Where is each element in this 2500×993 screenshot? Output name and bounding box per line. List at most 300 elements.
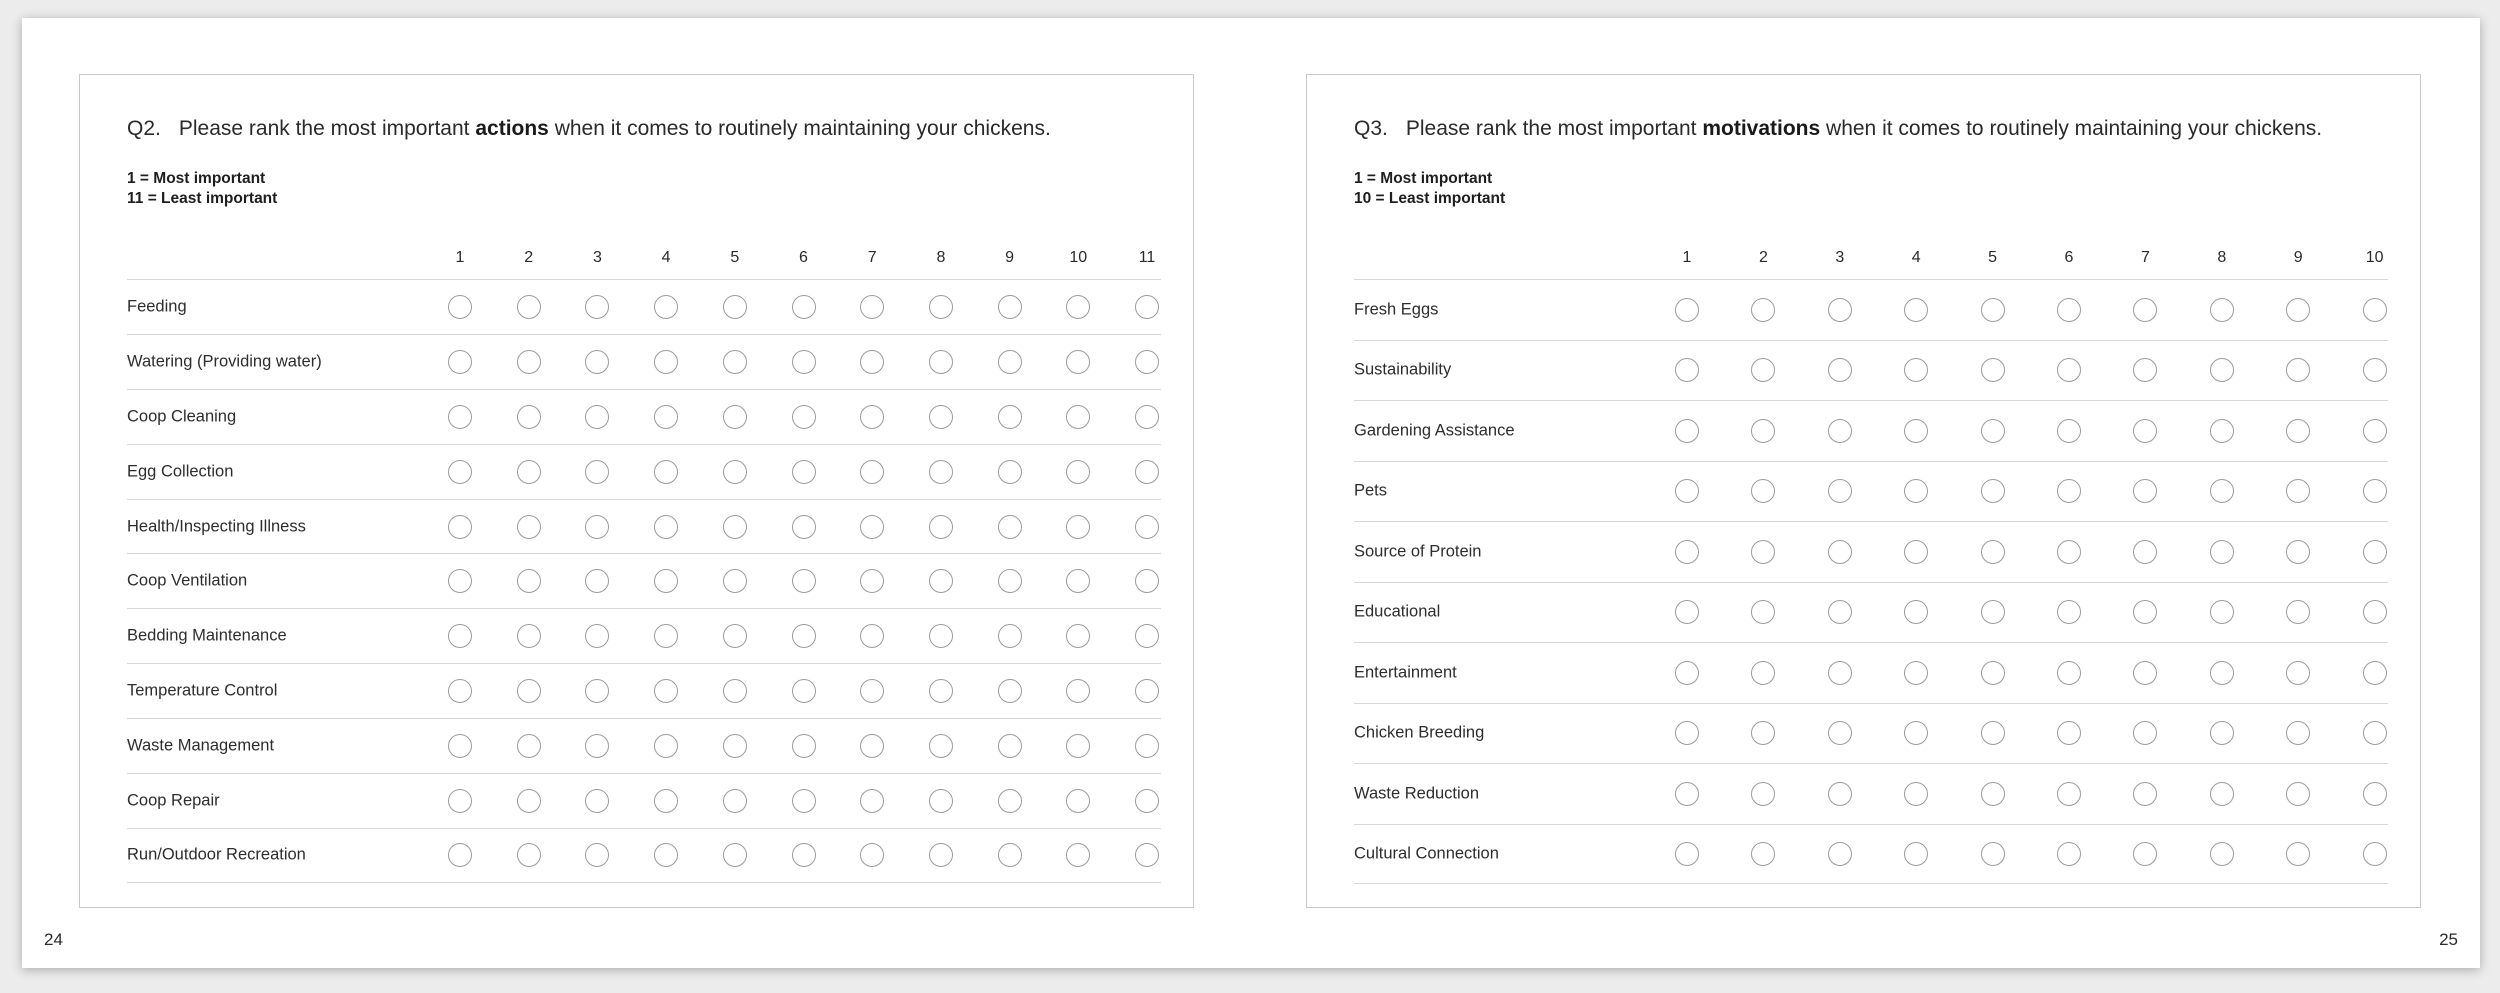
rank-radio[interactable] xyxy=(2286,358,2310,382)
row-label: Sustainability xyxy=(1354,360,1452,379)
q2-panel xyxy=(79,74,1194,908)
rank-radio[interactable] xyxy=(585,460,609,484)
rank-radio[interactable] xyxy=(2286,661,2310,685)
rank-radio[interactable] xyxy=(2210,358,2234,382)
rank-radio[interactable] xyxy=(1751,298,1775,322)
rank-radio[interactable] xyxy=(1751,782,1775,806)
rank-radio[interactable] xyxy=(1135,734,1159,758)
rank-radio[interactable] xyxy=(860,843,884,867)
table-row xyxy=(127,334,1161,389)
table-row xyxy=(127,444,1161,499)
q2-suffix: when it comes to routinely maintaining your chickens. xyxy=(548,117,1051,140)
rank-radio[interactable] xyxy=(1135,350,1159,374)
rank-radio[interactable] xyxy=(448,405,472,429)
rank-radio[interactable] xyxy=(1675,600,1699,624)
rank-radio[interactable] xyxy=(448,569,472,593)
table-row xyxy=(1354,703,2388,764)
rank-radio[interactable] xyxy=(998,350,1022,374)
rank-radio[interactable] xyxy=(654,460,678,484)
q3-panel xyxy=(1306,74,2421,908)
rank-radio[interactable] xyxy=(1066,350,1090,374)
row-label: Fresh Eggs xyxy=(1354,300,1439,319)
rank-radio[interactable] xyxy=(1675,419,1699,443)
rank-radio[interactable] xyxy=(2133,298,2157,322)
rank-column-label: 9 xyxy=(2293,249,2303,266)
rank-radio[interactable] xyxy=(998,789,1022,813)
rank-radio[interactable] xyxy=(2286,842,2310,866)
rank-radio[interactable] xyxy=(860,295,884,319)
rank-radio[interactable] xyxy=(723,460,747,484)
rank-radio[interactable] xyxy=(860,350,884,374)
rank-radio[interactable] xyxy=(929,515,953,539)
rank-radio[interactable] xyxy=(1981,842,2005,866)
rank-radio[interactable] xyxy=(448,624,472,648)
q2-prefix: Please rank the most important xyxy=(178,117,476,140)
row-label: Cultural Connection xyxy=(1354,844,1499,863)
rank-radio[interactable] xyxy=(654,734,678,758)
rank-radio[interactable] xyxy=(1828,298,1852,322)
table-row xyxy=(127,608,1161,663)
table-row xyxy=(127,499,1161,554)
rank-radio[interactable] xyxy=(448,350,472,374)
q2-legend-most: 1 = Most important xyxy=(127,170,266,187)
table-row xyxy=(1354,521,2388,582)
rank-radio[interactable] xyxy=(1675,298,1699,322)
rank-radio[interactable] xyxy=(1904,540,1928,564)
rank-radio[interactable] xyxy=(517,789,541,813)
rank-radio[interactable] xyxy=(1981,479,2005,503)
rank-radio[interactable] xyxy=(929,624,953,648)
rank-radio[interactable] xyxy=(1135,789,1159,813)
rank-radio[interactable] xyxy=(2210,600,2234,624)
rank-radio[interactable] xyxy=(860,734,884,758)
rank-radio[interactable] xyxy=(929,350,953,374)
row-label: Health/Inspecting Illness xyxy=(127,517,306,535)
page-number-right: 25 xyxy=(2439,930,2458,949)
rank-radio[interactable] xyxy=(585,515,609,539)
rank-radio[interactable] xyxy=(2363,842,2387,866)
rank-radio[interactable] xyxy=(860,460,884,484)
rank-radio[interactable] xyxy=(2363,661,2387,685)
rank-radio[interactable] xyxy=(1751,721,1775,745)
rank-radio[interactable] xyxy=(860,405,884,429)
rank-column-label: 1 xyxy=(455,249,465,266)
rank-radio[interactable] xyxy=(517,295,541,319)
row-label: Watering (Providing water) xyxy=(127,352,322,371)
row-label: Bedding Maintenance xyxy=(127,626,287,645)
rank-radio[interactable] xyxy=(517,843,541,867)
rank-radio[interactable] xyxy=(1066,515,1090,539)
rank-radio[interactable] xyxy=(1904,358,1928,382)
rank-radio[interactable] xyxy=(448,843,472,867)
rank-column-label: 4 xyxy=(661,249,671,266)
rank-radio[interactable] xyxy=(2210,479,2234,503)
rank-radio[interactable] xyxy=(448,515,472,539)
rank-radio[interactable] xyxy=(1066,405,1090,429)
rank-radio[interactable] xyxy=(448,679,472,703)
rank-radio[interactable] xyxy=(517,350,541,374)
row-label: Coop Cleaning xyxy=(127,407,237,426)
q3-suffix: when it comes to routinely maintaining your chickens. xyxy=(1820,117,2323,140)
row-label: Feeding xyxy=(127,297,187,316)
rank-radio[interactable] xyxy=(2057,358,2081,382)
rank-radio[interactable] xyxy=(654,843,678,867)
row-label: Entertainment xyxy=(1354,663,1457,682)
rank-radio[interactable] xyxy=(723,405,747,429)
rank-radio[interactable] xyxy=(517,569,541,593)
rank-radio[interactable] xyxy=(792,789,816,813)
rank-radio[interactable] xyxy=(998,569,1022,593)
row-label: Gardening Assistance xyxy=(1354,421,1515,440)
rank-radio[interactable] xyxy=(929,405,953,429)
rank-radio[interactable] xyxy=(517,734,541,758)
rank-radio[interactable] xyxy=(1981,782,2005,806)
rank-radio[interactable] xyxy=(792,569,816,593)
rank-radio[interactable] xyxy=(2133,661,2157,685)
table-row xyxy=(1354,340,2388,401)
rank-radio[interactable] xyxy=(1904,419,1928,443)
rank-radio[interactable] xyxy=(1066,734,1090,758)
row-label: Source of Protein xyxy=(1354,542,1482,561)
rank-radio[interactable] xyxy=(2286,419,2310,443)
rank-radio[interactable] xyxy=(1904,600,1928,624)
rank-radio[interactable] xyxy=(1981,298,2005,322)
q2-column-header xyxy=(127,241,1161,279)
rank-column-label: 5 xyxy=(730,249,740,266)
rank-radio[interactable] xyxy=(2057,842,2081,866)
rank-radio[interactable] xyxy=(585,295,609,319)
table-row xyxy=(127,773,1161,828)
rank-radio[interactable] xyxy=(585,405,609,429)
rank-radio[interactable] xyxy=(998,405,1022,429)
rank-radio[interactable] xyxy=(1904,661,1928,685)
rank-radio[interactable] xyxy=(448,734,472,758)
rank-radio[interactable] xyxy=(723,569,747,593)
rank-radio[interactable] xyxy=(1135,405,1159,429)
rank-radio[interactable] xyxy=(998,624,1022,648)
rank-radio[interactable] xyxy=(792,405,816,429)
rank-radio[interactable] xyxy=(517,515,541,539)
rank-radio[interactable] xyxy=(1904,298,1928,322)
rank-radio[interactable] xyxy=(1066,460,1090,484)
q2-ranking-grid xyxy=(127,241,1161,883)
rank-radio[interactable] xyxy=(517,624,541,648)
q2-number: Q2. xyxy=(127,117,161,140)
rank-radio[interactable] xyxy=(1904,479,1928,503)
rank-radio[interactable] xyxy=(2057,298,2081,322)
rank-radio[interactable] xyxy=(792,295,816,319)
rank-radio[interactable] xyxy=(1675,721,1699,745)
rank-radio[interactable] xyxy=(2286,540,2310,564)
page-number-left: 24 xyxy=(44,930,63,949)
rank-radio[interactable] xyxy=(448,789,472,813)
row-label: Temperature Control xyxy=(127,681,278,700)
rank-radio[interactable] xyxy=(1828,842,1852,866)
rank-radio[interactable] xyxy=(860,679,884,703)
rank-radio[interactable] xyxy=(723,515,747,539)
q3-column-header xyxy=(1354,241,2388,279)
rank-radio[interactable] xyxy=(2133,479,2157,503)
rank-radio[interactable] xyxy=(792,624,816,648)
rank-radio[interactable] xyxy=(723,789,747,813)
rank-radio[interactable] xyxy=(1066,679,1090,703)
row-label: Waste Management xyxy=(127,736,275,755)
q2-legend xyxy=(127,169,277,209)
q3-question xyxy=(1354,117,2322,141)
rank-radio[interactable] xyxy=(2210,298,2234,322)
rank-radio[interactable] xyxy=(1675,782,1699,806)
rank-radio[interactable] xyxy=(723,295,747,319)
rank-radio[interactable] xyxy=(1066,843,1090,867)
rank-radio[interactable] xyxy=(2133,540,2157,564)
row-label: Egg Collection xyxy=(127,462,234,481)
rank-radio[interactable] xyxy=(517,405,541,429)
table-row xyxy=(1354,642,2388,703)
rank-radio[interactable] xyxy=(723,350,747,374)
rank-radio[interactable] xyxy=(2363,600,2387,624)
rank-radio[interactable] xyxy=(585,734,609,758)
rank-radio[interactable] xyxy=(929,460,953,484)
rank-radio[interactable] xyxy=(2210,419,2234,443)
rank-radio[interactable] xyxy=(585,569,609,593)
q3-legend-least: 10 = Least important xyxy=(1354,190,1506,207)
rank-radio[interactable] xyxy=(654,405,678,429)
rank-radio[interactable] xyxy=(2133,419,2157,443)
rank-radio[interactable] xyxy=(2210,540,2234,564)
rank-radio[interactable] xyxy=(2363,298,2387,322)
rank-radio[interactable] xyxy=(723,734,747,758)
rank-radio[interactable] xyxy=(585,350,609,374)
rank-radio[interactable] xyxy=(860,789,884,813)
rank-radio[interactable] xyxy=(654,350,678,374)
rank-column-label: 9 xyxy=(1005,249,1015,266)
rank-column-label: 3 xyxy=(592,249,602,266)
row-label: Chicken Breeding xyxy=(1354,723,1485,742)
rank-radio[interactable] xyxy=(2133,842,2157,866)
rank-radio[interactable] xyxy=(1066,295,1090,319)
rank-radio[interactable] xyxy=(2133,782,2157,806)
rank-radio[interactable] xyxy=(998,515,1022,539)
row-label: Coop Ventilation xyxy=(127,571,248,590)
rank-radio[interactable] xyxy=(2057,661,2081,685)
rank-radio[interactable] xyxy=(1981,661,2005,685)
rank-radio[interactable] xyxy=(1135,515,1159,539)
rank-radio[interactable] xyxy=(2057,540,2081,564)
rank-radio[interactable] xyxy=(585,843,609,867)
rank-radio[interactable] xyxy=(1981,600,2005,624)
table-row xyxy=(1354,824,2388,885)
q3-legend xyxy=(1354,169,1505,209)
rank-radio[interactable] xyxy=(448,295,472,319)
rank-radio[interactable] xyxy=(1675,842,1699,866)
rank-radio[interactable] xyxy=(1828,419,1852,443)
rank-radio[interactable] xyxy=(929,569,953,593)
rank-radio[interactable] xyxy=(998,460,1022,484)
rank-radio[interactable] xyxy=(654,789,678,813)
rank-radio[interactable] xyxy=(929,843,953,867)
rank-radio[interactable] xyxy=(2133,358,2157,382)
rank-column-label: 6 xyxy=(799,249,808,266)
rank-radio[interactable] xyxy=(2057,782,2081,806)
rank-radio[interactable] xyxy=(517,679,541,703)
table-row xyxy=(1354,582,2388,643)
rank-radio[interactable] xyxy=(1751,419,1775,443)
rank-radio[interactable] xyxy=(448,460,472,484)
rank-radio[interactable] xyxy=(2057,721,2081,745)
rank-radio[interactable] xyxy=(2057,600,2081,624)
rank-radio[interactable] xyxy=(1751,540,1775,564)
rank-radio[interactable] xyxy=(998,679,1022,703)
rank-column-label: 5 xyxy=(1988,249,1998,266)
rank-radio[interactable] xyxy=(1904,721,1928,745)
q2-question xyxy=(127,117,1051,141)
rank-radio[interactable] xyxy=(2210,661,2234,685)
rank-radio[interactable] xyxy=(2210,721,2234,745)
rank-radio[interactable] xyxy=(2286,600,2310,624)
rank-radio[interactable] xyxy=(723,624,747,648)
rank-radio[interactable] xyxy=(1828,540,1852,564)
rank-radio[interactable] xyxy=(1751,479,1775,503)
q3-ranking-grid xyxy=(1354,241,2388,884)
rank-radio[interactable] xyxy=(1828,721,1852,745)
rank-radio[interactable] xyxy=(1828,600,1852,624)
row-label: Run/Outdoor Recreation xyxy=(127,845,306,864)
rank-radio[interactable] xyxy=(2286,721,2310,745)
q3-emphasis: motivations xyxy=(1702,117,1821,140)
rank-column-label: 6 xyxy=(2064,249,2074,266)
rank-radio[interactable] xyxy=(929,789,953,813)
rank-radio[interactable] xyxy=(723,679,747,703)
rank-radio[interactable] xyxy=(2363,419,2387,443)
rank-radio[interactable] xyxy=(792,734,816,758)
rank-radio[interactable] xyxy=(998,295,1022,319)
rank-radio[interactable] xyxy=(792,679,816,703)
rank-column-label: 11 xyxy=(1138,249,1156,266)
rank-radio[interactable] xyxy=(1751,358,1775,382)
rank-radio[interactable] xyxy=(1675,358,1699,382)
rank-column-label: 2 xyxy=(1758,249,1768,266)
rank-radio[interactable] xyxy=(2057,479,2081,503)
table-row xyxy=(127,718,1161,773)
row-label: Pets xyxy=(1354,481,1388,500)
table-row xyxy=(127,389,1161,444)
rank-radio[interactable] xyxy=(1751,600,1775,624)
rank-radio[interactable] xyxy=(1828,782,1852,806)
rank-radio[interactable] xyxy=(1751,842,1775,866)
rank-radio[interactable] xyxy=(1828,661,1852,685)
rank-radio[interactable] xyxy=(1135,843,1159,867)
rank-radio[interactable] xyxy=(654,515,678,539)
rank-radio[interactable] xyxy=(2363,358,2387,382)
row-label: Educational xyxy=(1354,602,1441,621)
rank-radio[interactable] xyxy=(1981,358,2005,382)
q3-prefix: Please rank the most important xyxy=(1405,117,1703,140)
rank-radio[interactable] xyxy=(929,295,953,319)
rank-radio[interactable] xyxy=(1135,624,1159,648)
q2-emphasis: actions xyxy=(475,117,549,140)
rank-radio[interactable] xyxy=(1066,569,1090,593)
rank-radio[interactable] xyxy=(654,624,678,648)
rank-radio[interactable] xyxy=(792,460,816,484)
rank-radio[interactable] xyxy=(929,734,953,758)
rank-column-label: 10 xyxy=(1069,249,1088,266)
rank-radio[interactable] xyxy=(654,679,678,703)
rank-radio[interactable] xyxy=(860,624,884,648)
rank-radio[interactable] xyxy=(2057,419,2081,443)
rank-radio[interactable] xyxy=(585,679,609,703)
row-label: Coop Repair xyxy=(127,791,220,810)
rank-radio[interactable] xyxy=(792,843,816,867)
rank-column-label: 4 xyxy=(1911,249,1921,266)
rank-radio[interactable] xyxy=(1751,661,1775,685)
rank-radio[interactable] xyxy=(1981,419,2005,443)
row-label: Waste Reduction xyxy=(1354,784,1480,803)
rank-radio[interactable] xyxy=(1675,540,1699,564)
rank-radio[interactable] xyxy=(1135,569,1159,593)
rank-radio[interactable] xyxy=(1904,782,1928,806)
rank-radio[interactable] xyxy=(2133,721,2157,745)
rank-radio[interactable] xyxy=(1828,358,1852,382)
rank-radio[interactable] xyxy=(1675,661,1699,685)
rank-radio[interactable] xyxy=(1135,295,1159,319)
rank-radio[interactable] xyxy=(1066,624,1090,648)
rank-radio[interactable] xyxy=(792,350,816,374)
table-row xyxy=(127,828,1161,883)
rank-radio[interactable] xyxy=(723,843,747,867)
rank-radio[interactable] xyxy=(1904,842,1928,866)
rank-radio[interactable] xyxy=(1981,721,2005,745)
rank-radio[interactable] xyxy=(860,515,884,539)
rank-radio[interactable] xyxy=(654,569,678,593)
rank-radio[interactable] xyxy=(2210,782,2234,806)
rank-column-label: 3 xyxy=(1835,249,1845,266)
rank-radio[interactable] xyxy=(1828,479,1852,503)
rank-column-label: 10 xyxy=(2365,249,2384,266)
rank-column-label: 1 xyxy=(1682,249,1692,266)
rank-radio[interactable] xyxy=(1675,479,1699,503)
rank-column-label: 8 xyxy=(2217,249,2227,266)
rank-radio[interactable] xyxy=(2286,298,2310,322)
rank-radio[interactable] xyxy=(585,624,609,648)
rank-radio[interactable] xyxy=(2363,782,2387,806)
rank-radio[interactable] xyxy=(792,515,816,539)
rank-radio[interactable] xyxy=(860,569,884,593)
rank-radio[interactable] xyxy=(929,679,953,703)
q2-legend-least: 11 = Least important xyxy=(127,190,278,207)
rank-radio[interactable] xyxy=(585,789,609,813)
rank-radio[interactable] xyxy=(2286,782,2310,806)
rank-radio[interactable] xyxy=(654,295,678,319)
table-row xyxy=(1354,763,2388,824)
rank-radio[interactable] xyxy=(1066,789,1090,813)
rank-radio[interactable] xyxy=(2210,842,2234,866)
q3-legend-most: 1 = Most important xyxy=(1354,170,1493,187)
rank-column-label: 2 xyxy=(524,249,534,266)
rank-radio[interactable] xyxy=(2363,540,2387,564)
rank-radio[interactable] xyxy=(517,460,541,484)
rank-radio[interactable] xyxy=(1135,460,1159,484)
rank-radio[interactable] xyxy=(2133,600,2157,624)
table-row xyxy=(1354,279,2388,340)
rank-radio[interactable] xyxy=(2286,479,2310,503)
rank-radio[interactable] xyxy=(1981,540,2005,564)
rank-radio[interactable] xyxy=(998,843,1022,867)
rank-radio[interactable] xyxy=(2363,479,2387,503)
rank-radio[interactable] xyxy=(1135,679,1159,703)
rank-radio[interactable] xyxy=(2363,721,2387,745)
rank-radio[interactable] xyxy=(998,734,1022,758)
rank-column-label: 7 xyxy=(867,249,877,266)
